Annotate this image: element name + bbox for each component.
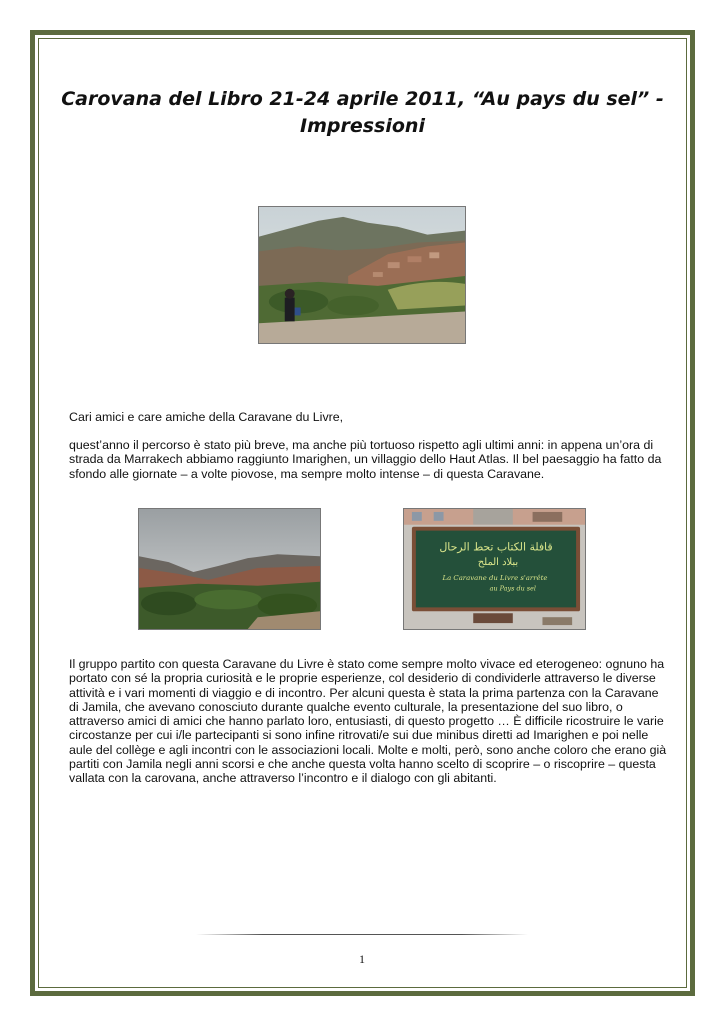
footer-divider <box>196 934 528 935</box>
document-title: Carovana del Libro 21-24 aprile 2011, “Au pays du sel” - Impressioni <box>61 88 664 137</box>
photo-village-landscape <box>258 206 466 344</box>
page-border-inner <box>38 38 687 988</box>
greeting: Cari amici e care amiche della Caravane du Livre, <box>69 410 344 424</box>
photo-chalkboard <box>403 508 586 630</box>
photo-valley <box>138 508 321 630</box>
board-arabic-line-1: قافلة الكتاب تحط الرحال <box>439 540 553 554</box>
board-french-line-2: au Pays du sel <box>489 584 536 593</box>
board-arabic-line-2: ببلاد الملح <box>477 557 519 569</box>
page-number: 1 <box>359 952 365 966</box>
board-french-line-1: La Caravane du Livre s'arrête <box>442 573 548 582</box>
paragraph-1: quest’anno il percorso è stato più breve, ma anche più tortuoso rispetto agli ultimi anni: in appena un’ora di strada da Marrakech abbiamo raggiunto Imarighen, un villaggio dello Haut Atlas. Il bel paesaggio ha fatto da sfondo alle giornate – a volte piovose, ma sempre molto intense – di questa Caravane. <box>69 438 662 481</box>
paragraph-2: Il gruppo partito con questa Caravane du Livre è stato come sempre molto vivace ed eterogeneo: ognuno ha portato con sé la propria curiosità e le proprie esperienze, col desiderio di condividerle attraverso le diverse attività e i vari momenti di viaggio e di incontro. Per alcuni questa è stata la prima partenza con la Caravane di Jamila, che avevano conosciuto durante qualche evento culturale, la presentazione del suo libro, o attraverso amici di amici che hanno parlato loro, entusiasti, di questo progetto … È difficile ricostruire le varie circostanze per cui i/le partecipanti si sono infine ritrovati/e sui due minibus diretti ad Imarighen e poi nelle aule del collège e agli incontri con le associazioni locali. Molte e molti, però, sono anche coloro che erano già partiti con Jamila negli anni scorsi e che anche questa volta hanno scelto di scoprire – o riscoprire – questa vallata con la carovana, anche attraverso l’incontro e il dialogo con gli abitanti. <box>69 657 667 786</box>
